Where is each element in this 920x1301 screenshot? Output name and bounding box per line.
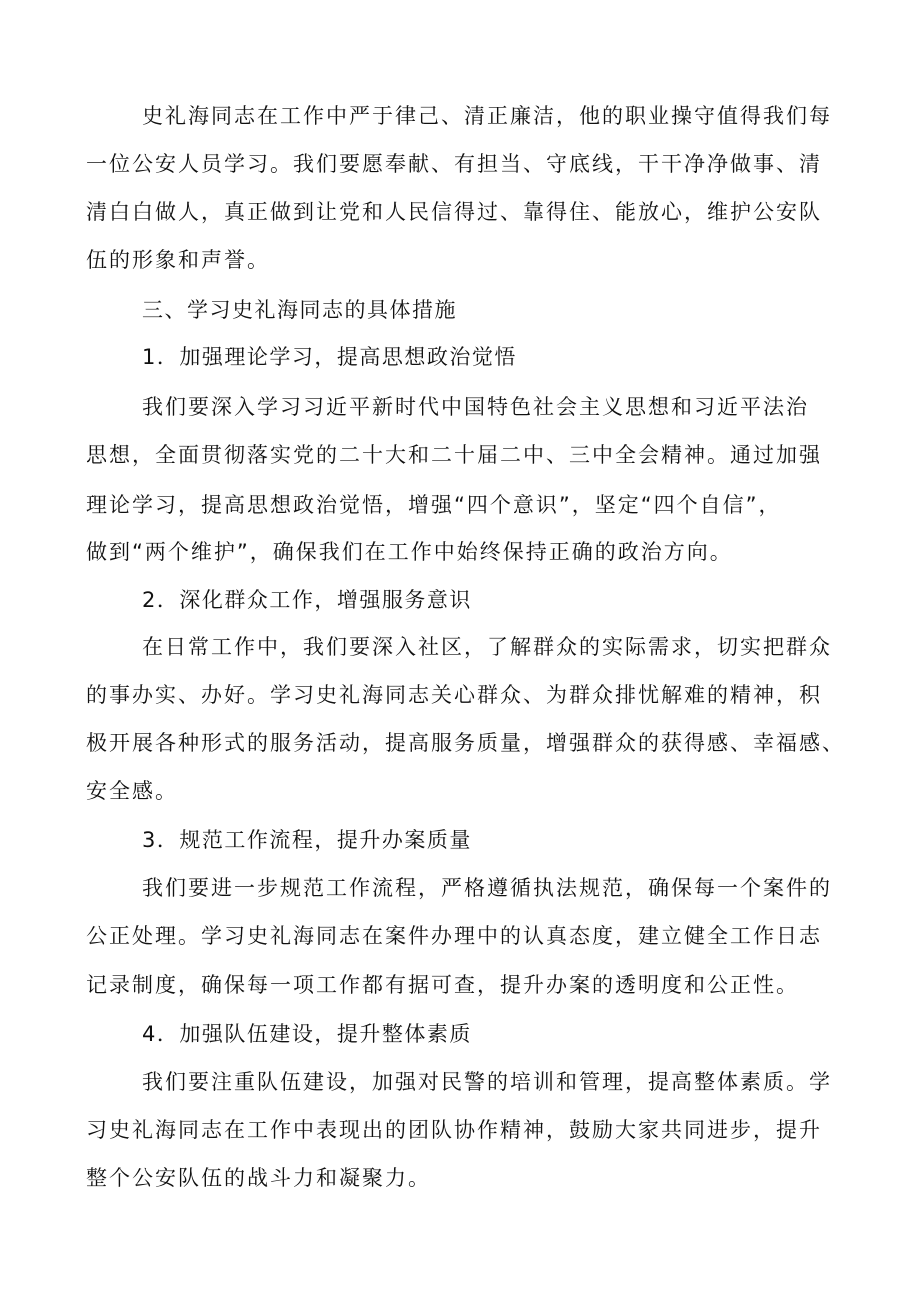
paragraph-line: 记录制度，确保每一项工作都有据可查，提升办案的透明度和公正性。 bbox=[86, 973, 799, 997]
paragraph-line: 习史礼海同志在工作中表现出的团队协作精神，鼓励大家共同进步，提升 bbox=[86, 1118, 822, 1142]
paragraph-line: 我们要进一步规范工作流程，严格遵循执法规范，确保每一个案件的 bbox=[142, 876, 832, 900]
section-heading: 三、学习史礼海同志的具体措施 bbox=[142, 298, 457, 322]
paragraph-line: 清白白做人，真正做到让党和人民信得过、靠得住、能放心，维护公安队 bbox=[86, 200, 822, 224]
paragraph-line: 公正处理。学习史礼海同志在案件办理中的认真态度，建立健全工作日志 bbox=[86, 924, 822, 948]
paragraph-line: 思想，全面贯彻落实党的二十大和二十届二中、三中全会精神。通过加强 bbox=[86, 443, 822, 467]
paragraph-line: 我们要深入学习习近平新时代中国特色社会主义思想和习近平法治 bbox=[142, 395, 809, 419]
subsection-heading: 2．深化群众工作，增强服务意识 bbox=[142, 588, 472, 612]
subsection-heading: 1．加强理论学习，提高思想政治觉悟 bbox=[142, 345, 517, 369]
paragraph-line: 安全感。 bbox=[86, 779, 178, 803]
paragraph-line: 伍的形象和声誉。 bbox=[86, 248, 270, 272]
paragraph-line: 的事办实、办好。学习史礼海同志关心群众、为群众排忧解难的精神，积 bbox=[86, 683, 822, 707]
paragraph-line: 我们要注重队伍建设，加强对民警的培训和管理，提高整体素质。学 bbox=[142, 1070, 832, 1094]
paragraph-line: 整个公安队伍的战斗力和凝聚力。 bbox=[86, 1166, 431, 1190]
paragraph-line: 做到“两个维护”，确保我们在工作中始终保持正确的政治方向。 bbox=[86, 540, 733, 564]
paragraph-line: 史礼海同志在工作中严于律己、清正廉洁，他的职业操守值得我们每 bbox=[142, 104, 832, 128]
subsection-heading: 4．加强队伍建设，提升整体素质 bbox=[142, 1022, 472, 1046]
paragraph-line: 理论学习，提高思想政治觉悟，增强“四个意识”，坚定“四个自信”， bbox=[86, 493, 782, 517]
paragraph-line: 在日常工作中，我们要深入社区，了解群众的实际需求，切实把群众 bbox=[142, 635, 832, 659]
subsection-heading: 3．规范工作流程，提升办案质量 bbox=[142, 828, 472, 852]
paragraph-line: 一位公安人员学习。我们要愿奉献、有担当、守底线，干干净净做事、清 bbox=[86, 152, 822, 176]
paragraph-line: 极开展各种形式的服务活动，提高服务质量，增强群众的获得感、幸福感、 bbox=[86, 731, 845, 755]
